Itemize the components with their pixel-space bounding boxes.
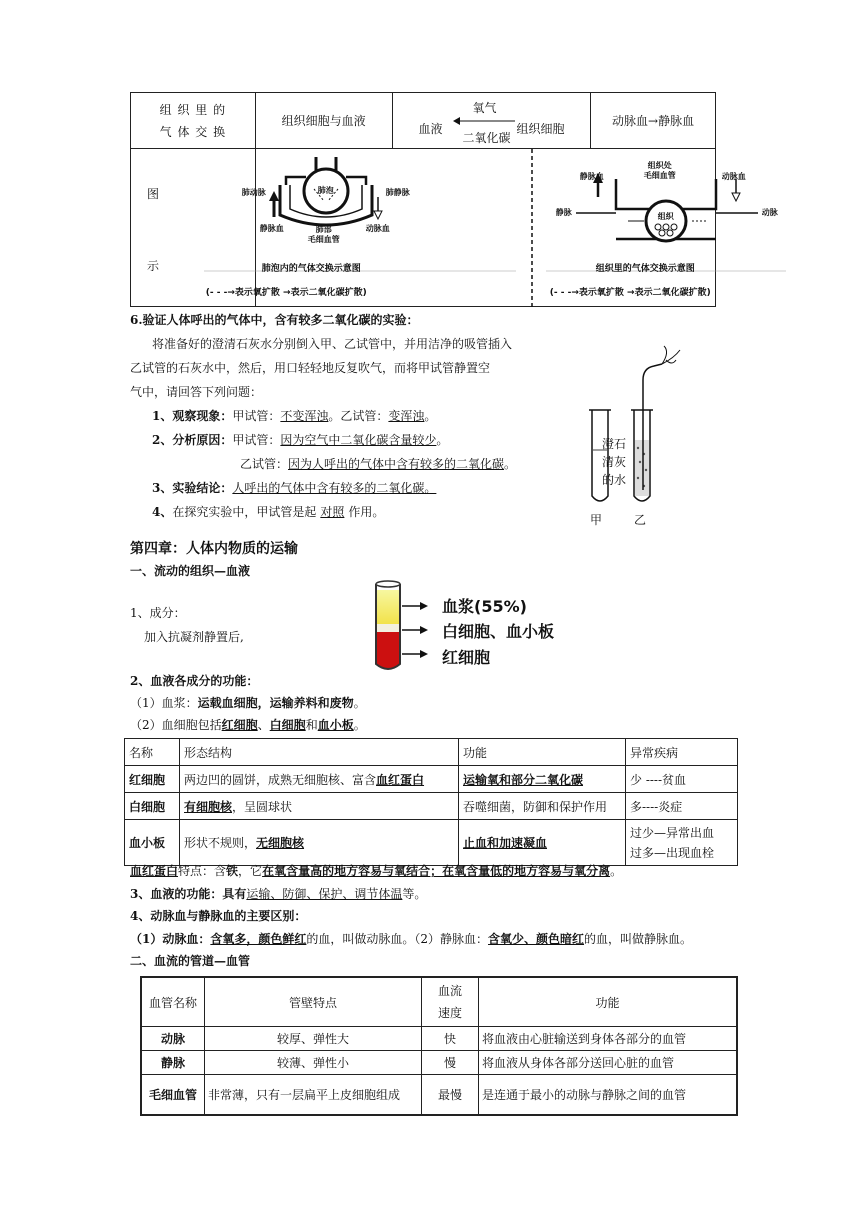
wbc-func: 吞噬细菌，防御和保护作用 bbox=[459, 793, 626, 820]
lung-vein-label: 肺静脉 bbox=[385, 188, 410, 197]
alveolus-label: 肺泡 bbox=[317, 186, 334, 195]
lung-caption: 肺泡内的气体交换示意图 bbox=[261, 264, 361, 274]
hemoglobin-line bbox=[130, 862, 622, 880]
cells-3: 血小板 bbox=[317, 718, 354, 732]
experiment-p1: 将准备好的澄清石灰水分别倒入甲、乙试管中，并用洁净的吸管插入 bbox=[152, 337, 513, 351]
tissue-venous-blood-label: 静脉血 bbox=[579, 172, 604, 181]
lung-diagram-drawing bbox=[186, 149, 536, 307]
vh-speed: 血流 速度 bbox=[422, 977, 479, 1027]
diagram-divider bbox=[530, 149, 534, 307]
tissue-arterial-blood-label: 动脉血 bbox=[721, 172, 746, 181]
lung-artery-label: 肺动脉 bbox=[241, 188, 266, 197]
tissue-caption: 组织里的气体交换示意图 bbox=[595, 264, 695, 274]
lung-venous-blood-label: 静脉血 bbox=[259, 224, 284, 233]
plasma-line-c: 。 bbox=[353, 696, 366, 710]
th-disease: 异常疾病 bbox=[626, 739, 738, 766]
plt-shape-a: 形状不规则， bbox=[184, 836, 257, 850]
blood-func-b: 运输、防御、保护、调节体温 bbox=[246, 887, 403, 901]
q1-end: 。 bbox=[424, 409, 437, 423]
question-4 bbox=[152, 503, 384, 521]
q4-text: 在探究实验中，甲试管是起 bbox=[172, 505, 317, 519]
vessel-capillary-speed: 最慢 bbox=[422, 1075, 479, 1115]
plt-name: 血小板 bbox=[125, 820, 180, 866]
table-row bbox=[125, 766, 738, 793]
test-tube-figure bbox=[580, 340, 690, 510]
vessel-vein-func: 将血液从身体各部分送回心脏的血管 bbox=[479, 1051, 738, 1075]
q4-label: 4、 bbox=[152, 505, 173, 519]
q3-label: 3、实验结论： bbox=[152, 481, 233, 495]
vessel-artery-name: 动脉 bbox=[141, 1027, 205, 1051]
wbc-disease: 多----炎症 bbox=[626, 793, 738, 820]
hb-b: 特点：含 bbox=[178, 864, 227, 878]
wbc-shape-b: ，呈圆球状 bbox=[232, 799, 293, 814]
plt-shape bbox=[180, 820, 459, 866]
layer-plasma-label: 血浆(55%) bbox=[442, 597, 527, 616]
diagram-label-1: 图 bbox=[147, 187, 160, 201]
blood-tube-figure bbox=[370, 578, 440, 678]
diff-a: （1）动脉血： bbox=[130, 932, 211, 946]
q4-answer: 对照 bbox=[320, 505, 345, 519]
blood-cell-table bbox=[124, 738, 738, 866]
func-title: 2、血液各成分的功能： bbox=[130, 674, 259, 688]
exchange-arrow-icon bbox=[453, 115, 517, 127]
q1-label: 1、观察现象： bbox=[152, 409, 233, 423]
vessel-vein-wall: 较薄、弹性小 bbox=[205, 1051, 422, 1075]
blood-change: 动脉血→静脉血 bbox=[591, 93, 716, 149]
table-row bbox=[141, 1075, 737, 1115]
rbc-disease: 少 ----贫血 bbox=[626, 766, 738, 793]
vh-wall: 管壁特点 bbox=[205, 977, 422, 1027]
experiment-p2: 乙试管的石灰水中，然后，用口轻轻地反复吹气，而将甲试管静置空 bbox=[130, 361, 491, 375]
diff-d: 含氧少、颜色暗红 bbox=[488, 932, 585, 946]
lung-arterial-blood-label: 动脉血 bbox=[365, 224, 390, 233]
th-func: 功能 bbox=[459, 739, 626, 766]
tissue-capillary-label: 组织处 毛细血管 bbox=[643, 161, 676, 180]
question-2 bbox=[152, 431, 448, 449]
plt-shape-b: 无细胞核 bbox=[256, 836, 305, 850]
lung-diagram bbox=[186, 149, 536, 307]
q2-label: 2、分析原因： bbox=[152, 433, 233, 447]
exchange-gas-cell bbox=[392, 93, 591, 149]
rbc-shape bbox=[180, 766, 459, 793]
gas-co2: 二氧化碳 bbox=[462, 131, 511, 145]
tissue-diagram bbox=[536, 149, 798, 307]
cells-1: 红细胞 bbox=[221, 718, 258, 732]
cells-sep2: 和 bbox=[305, 718, 318, 732]
composition-label: 1、成分： bbox=[130, 606, 186, 620]
vessel-capillary-name: 毛细血管 bbox=[141, 1075, 205, 1115]
experiment-p3: 气中，请回答下列问题： bbox=[130, 385, 263, 399]
q3-answer: 人呼出的气体中含有较多的二氧化碳。 bbox=[232, 481, 437, 495]
q1-a-answer: 不变浑浊 bbox=[280, 409, 329, 423]
row-label-tissue-exchange: 组 织 里 的 气 体 交 换 bbox=[131, 93, 256, 149]
question-3 bbox=[152, 479, 436, 497]
lung-legend: (- - -→表示氧扩散 →表示二氧化碳扩散) bbox=[205, 288, 367, 298]
th-name: 名称 bbox=[125, 739, 180, 766]
diff-e: 的血，叫做静脉血。 bbox=[584, 932, 693, 946]
cells-line bbox=[130, 716, 366, 734]
vessel-table bbox=[140, 976, 738, 1116]
vessel-artery-speed: 快 bbox=[422, 1027, 479, 1051]
question-2b bbox=[240, 455, 516, 473]
vessel-capillary-func: 是连通于最小的动脉与静脉之间的血管 bbox=[479, 1075, 738, 1115]
tube-jia-label: 甲 bbox=[590, 513, 603, 527]
hb-e: 在氧含量高的地方容易与氧结合；在氧含量低的地方容易与氧分离 bbox=[262, 864, 611, 878]
vessel-vein-speed: 慢 bbox=[422, 1051, 479, 1075]
vessel-vein-name: 静脉 bbox=[141, 1051, 205, 1075]
tissue-label: 组织 bbox=[657, 212, 674, 221]
table-row bbox=[141, 1051, 737, 1075]
diagram-cell bbox=[205, 149, 778, 307]
tube-yi-label: 乙 bbox=[634, 513, 647, 527]
layer-wbc-label: 白细胞、血小板 bbox=[442, 622, 555, 641]
q1-a: 甲试管： bbox=[232, 409, 281, 423]
q2-b-answer: 因为人呼出的气体中含有较多的二氧化碳 bbox=[288, 457, 505, 471]
diff-c: 的血，叫做动脉血。（2）静脉血： bbox=[306, 932, 489, 946]
gas-oxygen: 氧气 bbox=[472, 101, 497, 115]
q1-b: 。乙试管： bbox=[328, 409, 389, 423]
hb-d: ，它 bbox=[238, 864, 263, 878]
q2-b-end: 。 bbox=[504, 457, 517, 471]
q1-b-answer: 变浑浊 bbox=[388, 409, 425, 423]
plasma-line bbox=[130, 694, 366, 712]
vessel-artery-func: 将血液由心脏输送到身体各部分的血管 bbox=[479, 1027, 738, 1051]
diff-title: 4、动脉血与静脉血的主要区别： bbox=[130, 909, 307, 923]
tissue-vein-label: 静脉 bbox=[555, 208, 572, 217]
exchange-place: 组织细胞与血液 bbox=[255, 93, 392, 149]
cells-end: 。 bbox=[353, 718, 366, 732]
section-1-title: 一、流动的组织—血液 bbox=[130, 564, 251, 578]
plasma-line-b: 运载血细胞，运输养料和废物 bbox=[197, 696, 354, 710]
experiment-title: 6.验证人体呼出的气体中，含有较多二氧化碳的实验： bbox=[130, 313, 419, 327]
plt-disease bbox=[626, 820, 738, 866]
vessel-capillary-wall: 非常薄，只有一层扁平上皮细胞组成 bbox=[205, 1075, 422, 1115]
section-2-title: 二、血流的管道—血管 bbox=[130, 954, 251, 968]
rbc-shape-a: 两边凹的圆饼，成熟无细胞核、富含 bbox=[184, 772, 377, 787]
blood-func-a: 3、血液的功能：具有 bbox=[130, 887, 247, 901]
vessel-artery-wall: 较厚、弹性大 bbox=[205, 1027, 422, 1051]
cells-2: 白细胞 bbox=[269, 718, 306, 732]
plt-disease-1: 过少—异常出血 bbox=[630, 825, 715, 840]
vh-name: 血管名称 bbox=[141, 977, 205, 1027]
q2-a-answer: 因为空气中二氧化碳含量较少 bbox=[280, 433, 437, 447]
diff-b: 含氧多，颜色鲜红 bbox=[210, 932, 307, 946]
q2-end: 。 bbox=[436, 433, 449, 447]
cells-line-a: （2）血细胞包括 bbox=[130, 718, 222, 732]
hb-f: 。 bbox=[610, 864, 623, 878]
diagram-label-2: 示 bbox=[147, 259, 160, 273]
diff-line bbox=[130, 930, 692, 948]
vh-func: 功能 bbox=[479, 977, 738, 1027]
wbc-name: 白细胞 bbox=[125, 793, 180, 820]
limewater-label: 澄石 清灰 的水 bbox=[602, 437, 627, 487]
table-row bbox=[141, 1027, 737, 1051]
question-1 bbox=[152, 407, 436, 425]
q2-a: 甲试管： bbox=[232, 433, 281, 447]
composition-note: 加入抗凝剂静置后, bbox=[144, 630, 244, 644]
wbc-shape-a: 有细胞核 bbox=[184, 799, 233, 814]
rbc-func: 运输氧和部分二氧化碳 bbox=[459, 766, 626, 793]
blood-func-c: 等。 bbox=[402, 887, 427, 901]
tissue-legend: (- - -→表示氧扩散 →表示二氧化碳扩散) bbox=[549, 288, 711, 298]
plt-disease-2: 过多—出现血栓 bbox=[630, 845, 715, 860]
tissue-artery-label: 动脉 bbox=[761, 208, 778, 217]
q2-b: 乙试管： bbox=[240, 457, 289, 471]
gas-right-cells: 组织细胞 bbox=[516, 122, 565, 136]
rbc-name: 红细胞 bbox=[125, 766, 180, 793]
table-row bbox=[125, 820, 738, 866]
wbc-shape bbox=[180, 793, 459, 820]
gas-left-blood: 血液 bbox=[418, 122, 443, 136]
lung-capillary-label: 肺部 毛细血管 bbox=[307, 225, 340, 244]
plasma-line-a: （1）血浆： bbox=[130, 696, 198, 710]
blood-function-line bbox=[130, 885, 426, 903]
chapter-title: 第四章：人体内物质的运输 bbox=[130, 541, 298, 557]
gas-exchange-table bbox=[130, 92, 778, 307]
table-row bbox=[125, 793, 738, 820]
rbc-shape-b: 血红蛋白 bbox=[376, 772, 425, 787]
th-shape: 形态结构 bbox=[180, 739, 459, 766]
hb-a: 血红蛋白 bbox=[130, 864, 179, 878]
hb-c: 铁 bbox=[226, 864, 239, 878]
cells-sep1: 、 bbox=[257, 718, 270, 732]
q4-end: 作用。 bbox=[348, 505, 385, 519]
plt-func: 止血和加速凝血 bbox=[459, 820, 626, 866]
layer-rbc-label: 红细胞 bbox=[442, 648, 491, 667]
